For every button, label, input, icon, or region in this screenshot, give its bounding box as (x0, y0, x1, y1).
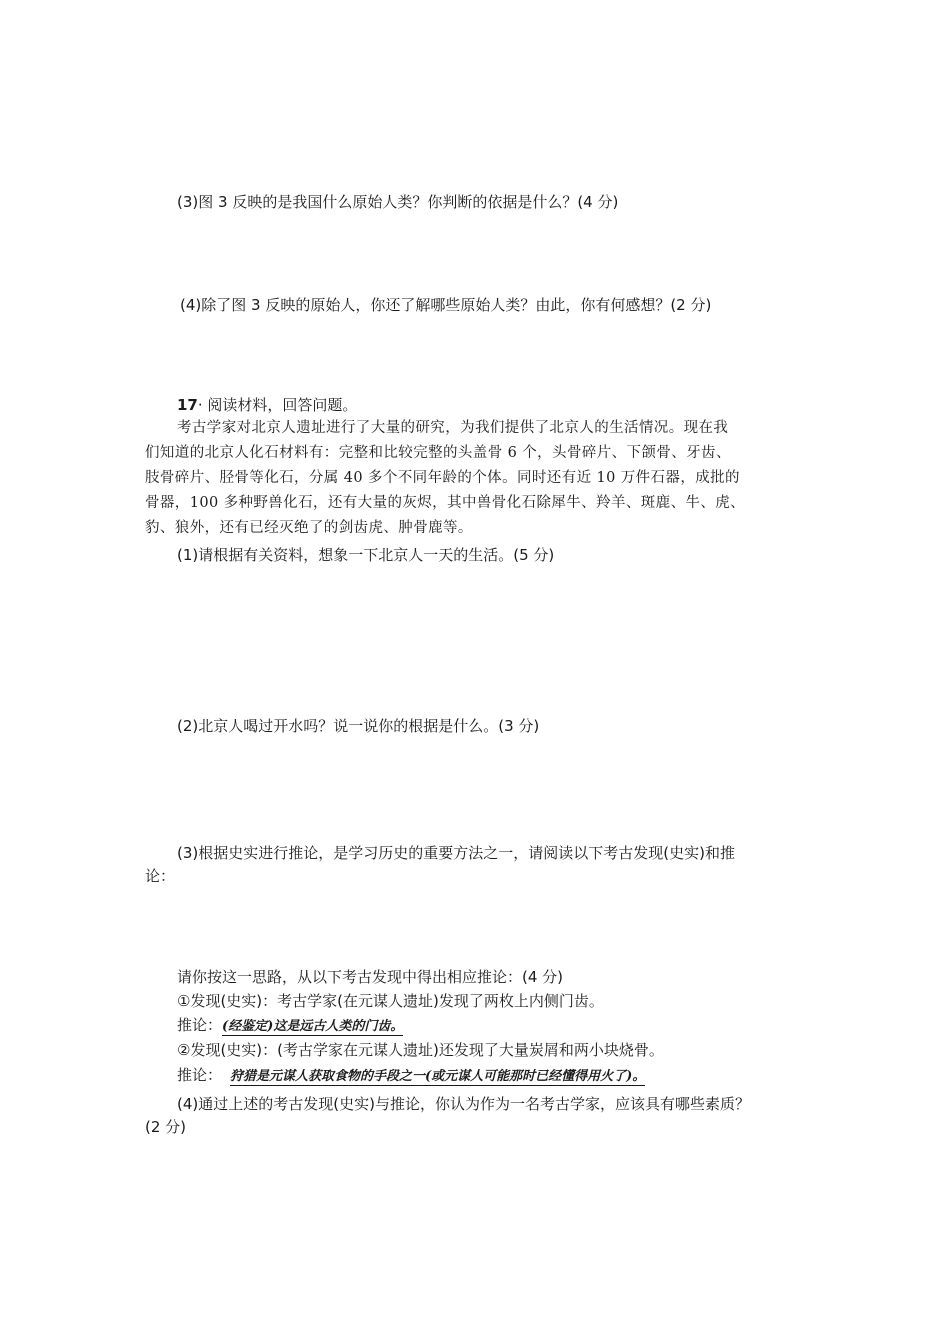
material-line: 骨器，100 多种野兽化石，还有大量的灰烬，其中兽骨化石除犀牛、羚羊、斑鹿、牛、虎、 (145, 495, 746, 511)
question-17-1: (1)请根据有关资料，想象一下北京人一天的生活。(5 分) (177, 546, 555, 564)
question-title: · 阅读材料，回答问题。 (197, 396, 358, 414)
material-line: 肢骨碎片、胫骨等化石，分属 40 多个不同年龄的个体。同时还有近 10 万件石器，成批的 (145, 470, 740, 486)
material-line: 豹、狼外，还有已经灭绝了的剑齿虎、肿骨鹿等。 (145, 520, 473, 536)
question-16-3: (3)图 3 反映的是我国什么原始人类？你判断的依据是什么？(4 分) (177, 193, 619, 211)
question-number: 17 (177, 396, 198, 414)
question-17-3-line2: 论： (145, 867, 176, 885)
finding-2: ②发现(史实)：(考古学家在元谋人遗址)还发现了大量炭屑和两小块烧骨。 (177, 1041, 664, 1059)
inference-label: 推论： (177, 1016, 223, 1034)
question-17-heading (177, 395, 357, 415)
inference-label: 推论： (177, 1066, 223, 1084)
finding-1: ①发现(史实)：考古学家(在元谋人遗址)发现了两枚上内侧门齿。 (177, 992, 604, 1010)
question-17-2: (2)北京人喝过开水吗？说一说你的根据是什么。(3 分) (177, 717, 540, 735)
inference-answer-1: (经鉴定)这是远古人类的门齿。 (222, 1019, 404, 1034)
question-17-4-line2: (2 分) (145, 1118, 187, 1136)
question-16-4: (4)除了图 3 反映的原始人，你还了解哪些原始人类？由此，你有何感想？(2 分) (180, 296, 712, 314)
material-line: 考古学家对北京人遗址进行了大量的研究，为我们提供了北京人的生活情况。现在我 (177, 420, 729, 436)
inference-1-row (177, 1015, 403, 1037)
inference-answer-2: 狩猎是元谋人获取食物的手段之一(或元谋人可能那时已经懂得用火了)。 (230, 1069, 646, 1084)
question-17-3-line1: (3)根据史实进行推论，是学习历史的重要方法之一，请阅读以下考古发现(史实)和推 (177, 844, 735, 862)
instruction-text: 请你按这一思路，从以下考古发现中得出相应推论：(4 分) (177, 968, 564, 986)
material-line: 们知道的北京人化石材料有：完整和比较完整的头盖骨 6 个，头骨碎片、下颌骨、牙齿、 (145, 445, 731, 461)
question-17-4-line1: (4)通过上述的考古发现(史实)与推论，你认为作为一名考古学家，应该具有哪些素质？ (177, 1095, 750, 1113)
inference-2-row (177, 1065, 645, 1087)
